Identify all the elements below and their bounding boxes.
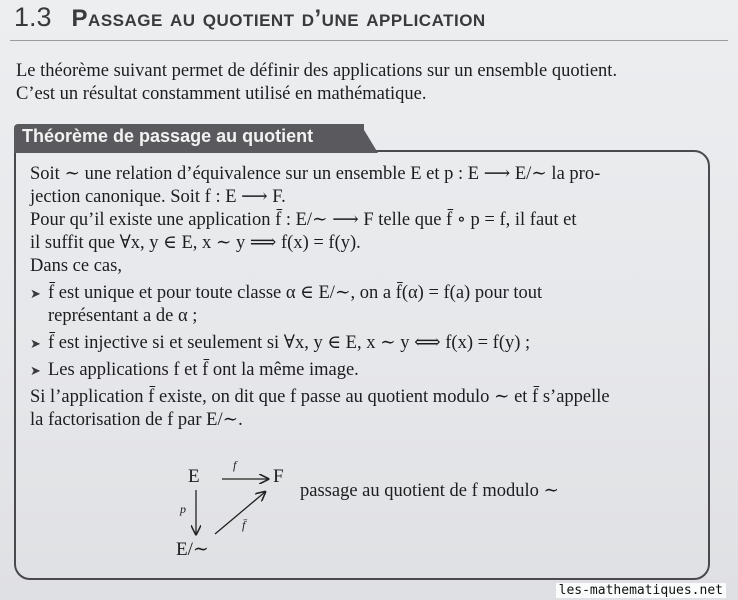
theorem-line: il suffit que ∀x, y ∈ E, x ∼ y ⟹ f(x) = f(y). (30, 233, 361, 253)
label-f: f (233, 458, 237, 472)
title-divider (10, 40, 728, 41)
watermark: les-mathematiques.net (556, 583, 726, 598)
section-title: Passage au quotient d’une application (71, 5, 486, 32)
commutative-diagram (160, 458, 300, 562)
theorem-tab-corner (346, 124, 378, 153)
theorem-body (30, 163, 700, 432)
triangle-bullet-icon: ➤ (30, 363, 41, 378)
section-heading (14, 2, 486, 33)
intro-paragraph (16, 60, 706, 106)
theorem-title: Théorème de passage au quotient (22, 126, 314, 146)
list-item (30, 359, 700, 382)
list-item-text: f̄ est unique et pour toute classe α ∈ E/∼, on a f̄(α) = f(a) pour tout (48, 283, 543, 303)
list-item-text: f̄ est injective si et seulement si ∀x, y ∈ E, x ∼ y ⟺ f(x) = f(y) ; (48, 333, 531, 353)
label-fbar: f̄ (242, 518, 246, 532)
triangle-bullet-icon: ➤ (30, 336, 41, 351)
list-item (30, 282, 700, 305)
theorem-line: jection canonique. Soit f : E ⟶ F. (30, 187, 286, 207)
node-F: F (273, 466, 284, 487)
theorem-line: Soit ∼ une relation d’équivalence sur un ensemble E et p : E ⟶ E/∼ la pro- (30, 164, 601, 184)
list-item-text: Les applications f et f̄ ont la même image. (48, 360, 359, 380)
intro-line: C’est un résultat constamment utilisé en mathématique. (16, 84, 427, 104)
node-quotient: E/∼ (176, 539, 209, 560)
theorem-line: la factorisation de f par E/∼. (30, 410, 243, 430)
triangle-bullet-icon: ➤ (30, 286, 41, 301)
theorem-line: Pour qu’il existe une application f̄ : E/∼ ⟶ F telle que f̄ ∘ p = f, il faut et (30, 210, 577, 230)
theorem-line: Dans ce cas, (30, 256, 122, 276)
diagram-caption: passage au quotient de f modulo ∼ (300, 481, 560, 501)
node-E: E (188, 466, 200, 487)
arrow-fbar (215, 492, 265, 534)
list-item-continuation: représentant a de α ; (48, 306, 198, 326)
list-item (30, 332, 700, 355)
label-p: p (180, 502, 186, 516)
theorem-line: Si l’application f̄ existe, on dit que f passe au quotient modulo ∼ et f̄ s’appelle (30, 387, 610, 407)
section-number: 1.3 (14, 2, 52, 32)
intro-line: Le théorème suivant permet de définir des applications sur un ensemble quotient. (16, 61, 618, 81)
